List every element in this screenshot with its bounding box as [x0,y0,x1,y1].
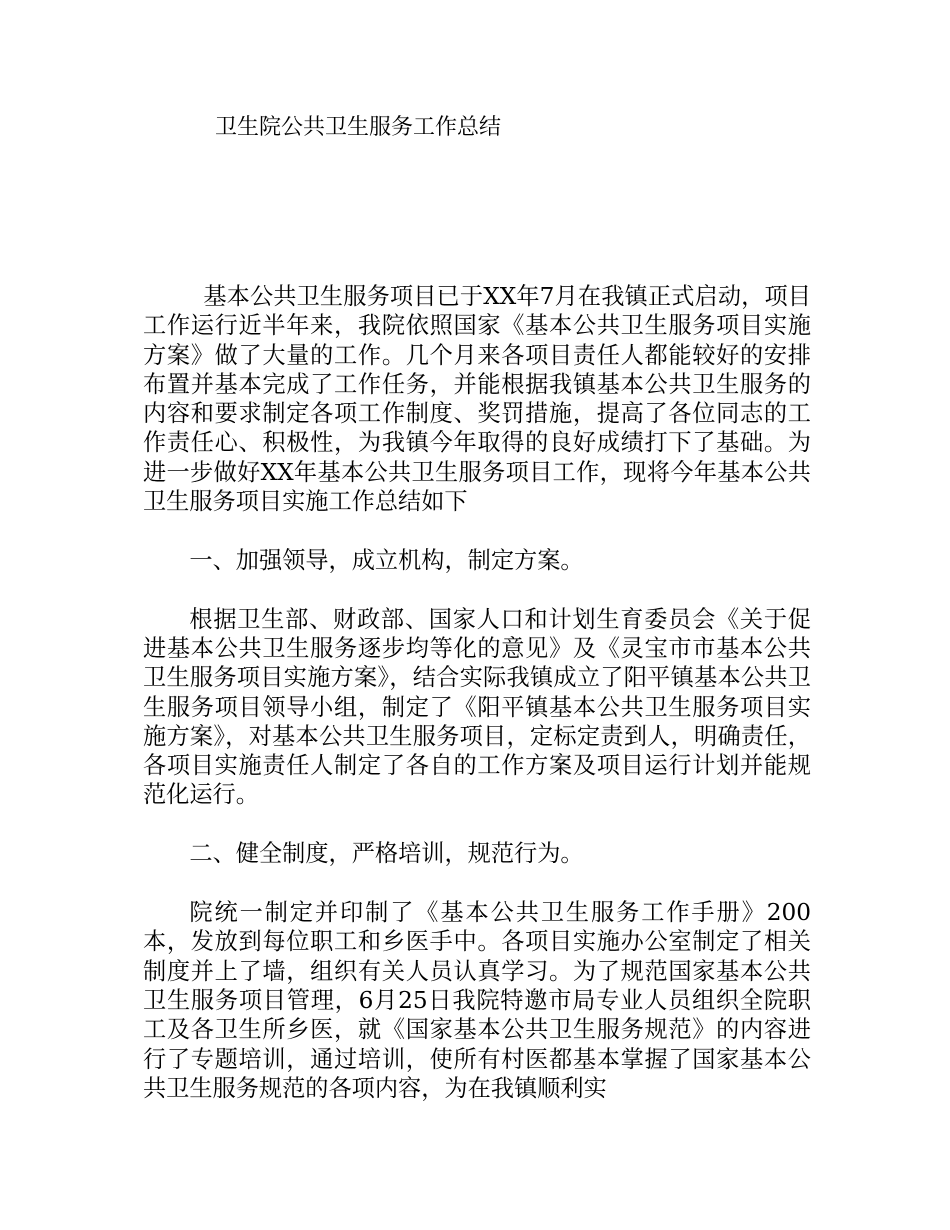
paragraph-intro: 基本公共卫生服务项目已于XX年7月在我镇正式启动，项目工作运行近半年来，我院依照国家《基本公共卫生服务项目实施方案》做了大量的工作。几个月来各项目责任人都能较好的安排布置并基本完成了工作任务，并能根据我镇基本公共卫生服务的内容和要求制定各项工作制度、奖罚措施，提高了各位同志的工作责任心、积极性，为我镇今年取得的良好成绩打下了基础。为进一步做好XX年基本公共卫生服务项目工作，现将今年基本公共卫生服务项目实施工作总结如下 [143,283,811,516]
paragraph-gap [143,575,811,605]
paragraph-section-2: 院统一制定并印制了《基本公共卫生服务工作手册》200本，发放到每位职工和乡医手中。各项目实施办公室制定了相关制度并上了墙，组织有关人员认真学习。为了规范国家基本公共卫生服务项目管理，6月25日我院特邀市局专业人员组织全院职工及各卫生所乡医，就《国家基本公共卫生服务规范》的内容进行了专题培训，通过培训，使所有村医都基本掌握了国家基本公共卫生服务规范的各项内容，为在我镇顺利实 [143,899,811,1102]
section-heading-1: 一、加强领导，成立机构，制定方案。 [189,546,584,574]
paragraph-gap [143,516,811,546]
paragraph-gap [143,869,811,899]
section-heading-2: 二、健全制度，严格培训，规范行为。 [189,840,584,868]
document-body [143,282,811,1103]
paragraph-gap [143,810,811,840]
document-title: 卫生院公共卫生服务工作总结 [215,115,502,140]
paragraph-section-1: 根据卫生部、财政部、国家人口和计划生育委员会《关于促进基本公共卫生服务逐步均等化的意见》及《灵宝市市基本公共卫生服务项目实施方案》，结合实际我镇成立了阳平镇基本公共卫生服务项目领导小组，制定了《阳平镇基本公共卫生服务项目实施方案》，对基本公共卫生服务项目，定标定责到人，明确责任，各项目实施责任人制定了各自的工作方案及项目运行计划并能规范化运行。 [143,605,811,809]
